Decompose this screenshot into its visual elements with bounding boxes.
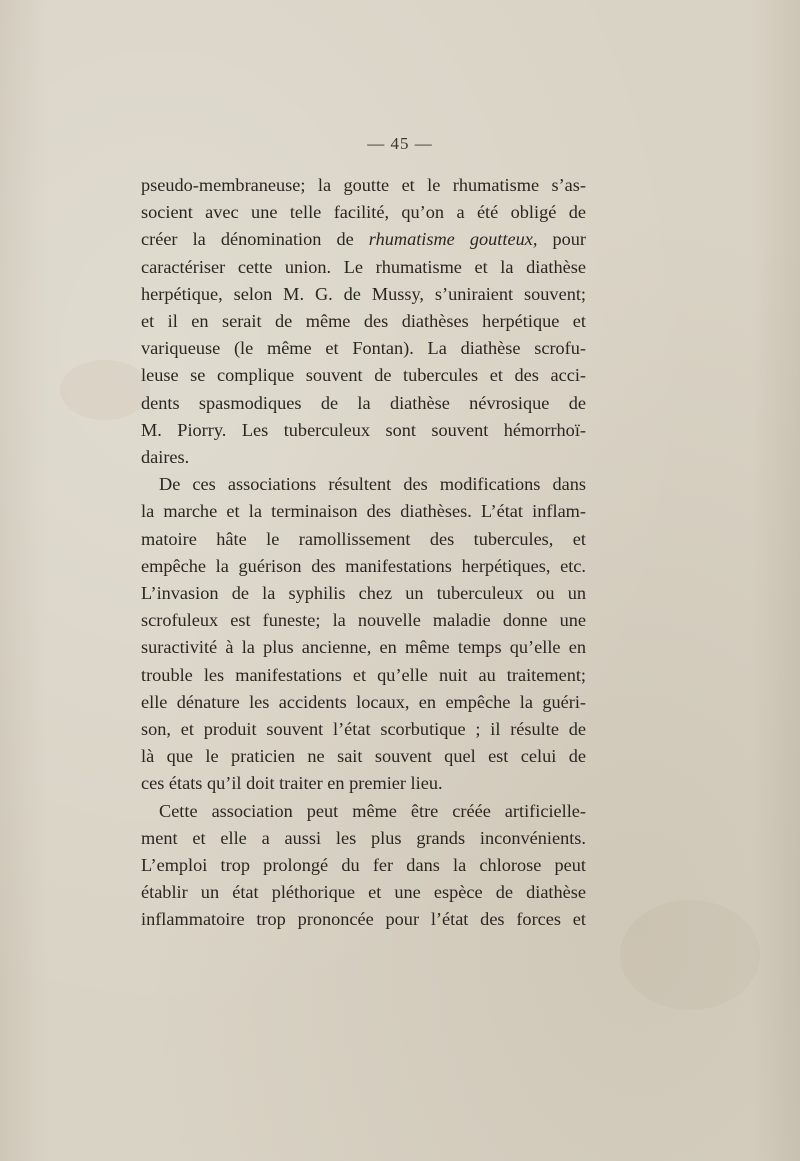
text-line: dents spasmodiques de la diathèse névrosique de (141, 392, 586, 413)
text-line: son, et produit souvent l’état scorbutique ; il résulte de (141, 719, 586, 740)
paragraph-2 (141, 471, 586, 797)
text-line: caractériser cette union. Le rhumatisme et la diathèse (141, 256, 586, 277)
text-line: la marche et la terminaison des diathèses. L’état inflam- (141, 501, 586, 522)
text-line: matoire hâte le ramollissement des tubercules, et (141, 528, 586, 549)
text-line: et il en serait de même des diathèses herpétique et (141, 311, 586, 332)
text-line: leuse se complique souvent de tubercules et des acci- (141, 365, 586, 386)
text-line: là que le praticien ne sait souvent quel est celui de (141, 746, 586, 767)
text-line: pseudo-membraneuse; la goutte et le rhumatisme s’as- (141, 175, 586, 195)
text-line: empêche la guérison des manifestations herpétiques, etc. (141, 555, 586, 576)
text-line (141, 226, 586, 253)
text-line: ment et elle a aussi les plus grands inconvénients. (141, 827, 586, 848)
text-line: L’invasion de la syphilis chez un tuberculeux ou un (141, 583, 586, 604)
text-line: daires. (141, 447, 190, 468)
text-line: variqueuse (le même et Fontan). La diathèse scrofu- (141, 338, 586, 359)
italic-term: rhumatisme goutteux, (368, 229, 538, 250)
text-line: socient avec une telle facilité, qu’on a été obligé de (141, 202, 586, 223)
text-line: scrofuleux est funeste; la nouvelle maladie donne une (141, 610, 586, 631)
text-line: De ces associations résultent des modifications dans (159, 474, 586, 495)
text-fragment: pour (537, 229, 586, 250)
text-line: établir un état pléthorique et une espèce de diathèse (141, 882, 586, 903)
text-line: trouble les manifestations et qu’elle nuit au traitement; (141, 664, 586, 685)
text-line: inflammatoire trop prononcée pour l’état des forces et (141, 909, 586, 930)
text-line: ces états qu’il doit traiter en premier lieu. (141, 773, 443, 794)
text-line: elle dénature les accidents locaux, en empêche la guéri- (141, 691, 586, 712)
text-line: Cette association peut même être créée artificielle- (159, 800, 586, 821)
text-line: L’emploi trop prolongé du fer dans la chlorose peut (141, 855, 586, 876)
text-line: herpétique, selon M. G. de Mussy, s’uniraient souvent; (141, 283, 586, 304)
paragraph-3 (141, 798, 586, 934)
text-line: suractivité à la plus ancienne, en même temps qu’elle en (141, 637, 586, 658)
text-line: M. Piorry. Les tuberculeux sont souvent hémorrhoï- (141, 419, 586, 440)
text-fragment: créer la dénomination de (141, 229, 369, 250)
paragraph-1 (141, 172, 586, 471)
body-text (141, 172, 586, 934)
page-number: — 45 — (367, 134, 433, 153)
